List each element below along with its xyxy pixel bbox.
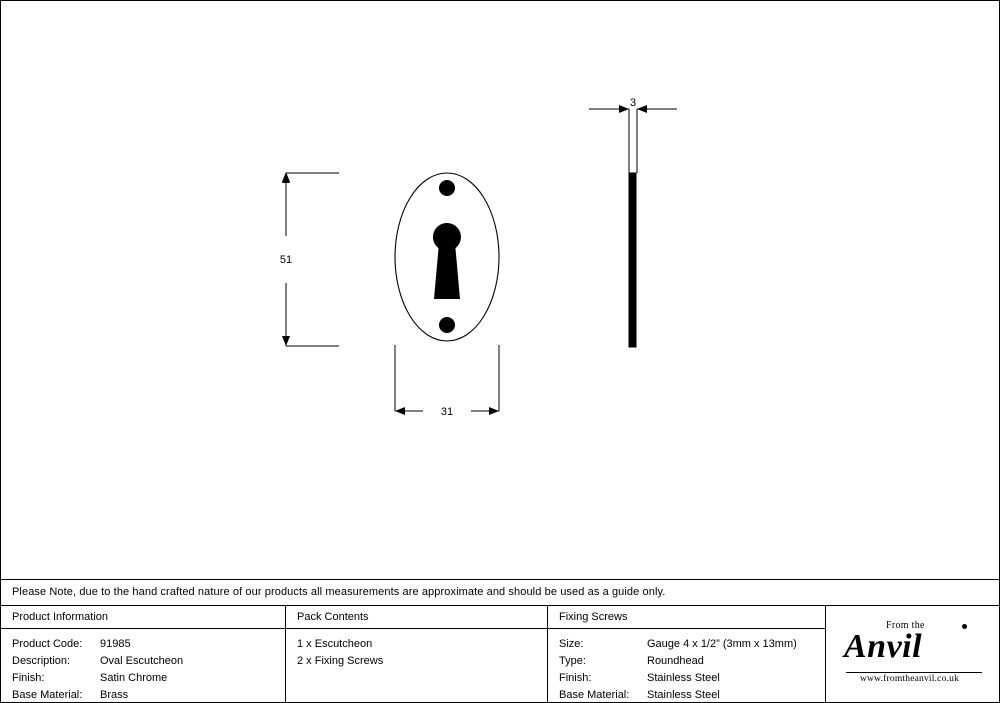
spec-label: Size: (559, 638, 584, 650)
height-dimension-label: 51 (279, 254, 293, 266)
table-row (559, 636, 821, 653)
width-dimension (395, 345, 499, 415)
logo-dot-icon (962, 624, 967, 629)
table-row (559, 653, 821, 670)
table-row (12, 653, 281, 670)
logo-url-text: www.fromtheanvil.co.uk (860, 674, 960, 684)
pack-contents-column (285, 606, 547, 703)
spec-label: Description: (12, 655, 71, 667)
fixing-screws-column (547, 606, 825, 703)
product-information-column (1, 606, 285, 703)
list-item: 1 x Escutcheon (297, 638, 373, 650)
product-information-list (12, 636, 281, 703)
technical-drawing (1, 1, 999, 579)
spec-value: Oval Escutcheon (100, 655, 184, 667)
spec-value: 91985 (100, 638, 131, 650)
spec-label: Finish: (559, 672, 592, 684)
pack-contents-header: Pack Contents (297, 611, 369, 623)
table-row (559, 670, 821, 687)
spec-label: Base Material: (12, 689, 83, 701)
fixing-screws-list (559, 636, 821, 703)
spec-value: Roundhead (647, 655, 704, 667)
spec-label: Finish: (12, 672, 45, 684)
logo-divider (846, 672, 982, 673)
thickness-dimension (589, 105, 677, 173)
spec-value: Brass (100, 689, 129, 701)
brand-logo-column (825, 606, 999, 703)
table-row (12, 670, 281, 687)
measurement-note-text: Please Note, due to the hand crafted nature of our products all measurements are approximate and should be used as a guide only. (12, 586, 666, 598)
spec-label: Product Code: (12, 638, 83, 650)
spec-value: Stainless Steel (647, 672, 720, 684)
spec-label: Type: (559, 655, 586, 667)
table-row (12, 636, 281, 653)
product-information-rule (1, 628, 285, 629)
front-view (395, 173, 499, 341)
thickness-dimension-label: 3 (629, 97, 637, 109)
spec-value: Satin Chrome (100, 672, 168, 684)
pack-contents-rule (286, 628, 547, 629)
fixing-screws-header: Fixing Screws (559, 611, 628, 623)
logo-from-text: From the (886, 620, 925, 631)
table-row (559, 687, 821, 703)
brand-logo (826, 606, 1000, 703)
pack-contents-list (297, 636, 383, 670)
info-table (1, 605, 999, 702)
logo-brand-text: Anvil (844, 628, 923, 665)
measurement-note (1, 579, 999, 605)
spec-value: Gauge 4 x 1/2” (3mm x 13mm) (647, 638, 797, 650)
fixing-screws-rule (548, 628, 825, 629)
table-row (12, 687, 281, 703)
list-item: 2 x Fixing Screws (297, 655, 384, 667)
product-information-header: Product Information (12, 611, 108, 623)
side-view (629, 173, 636, 347)
spec-label: Base Material: (559, 689, 630, 701)
width-dimension-label: 31 (440, 406, 454, 418)
spec-value: Stainless Steel (647, 689, 720, 701)
